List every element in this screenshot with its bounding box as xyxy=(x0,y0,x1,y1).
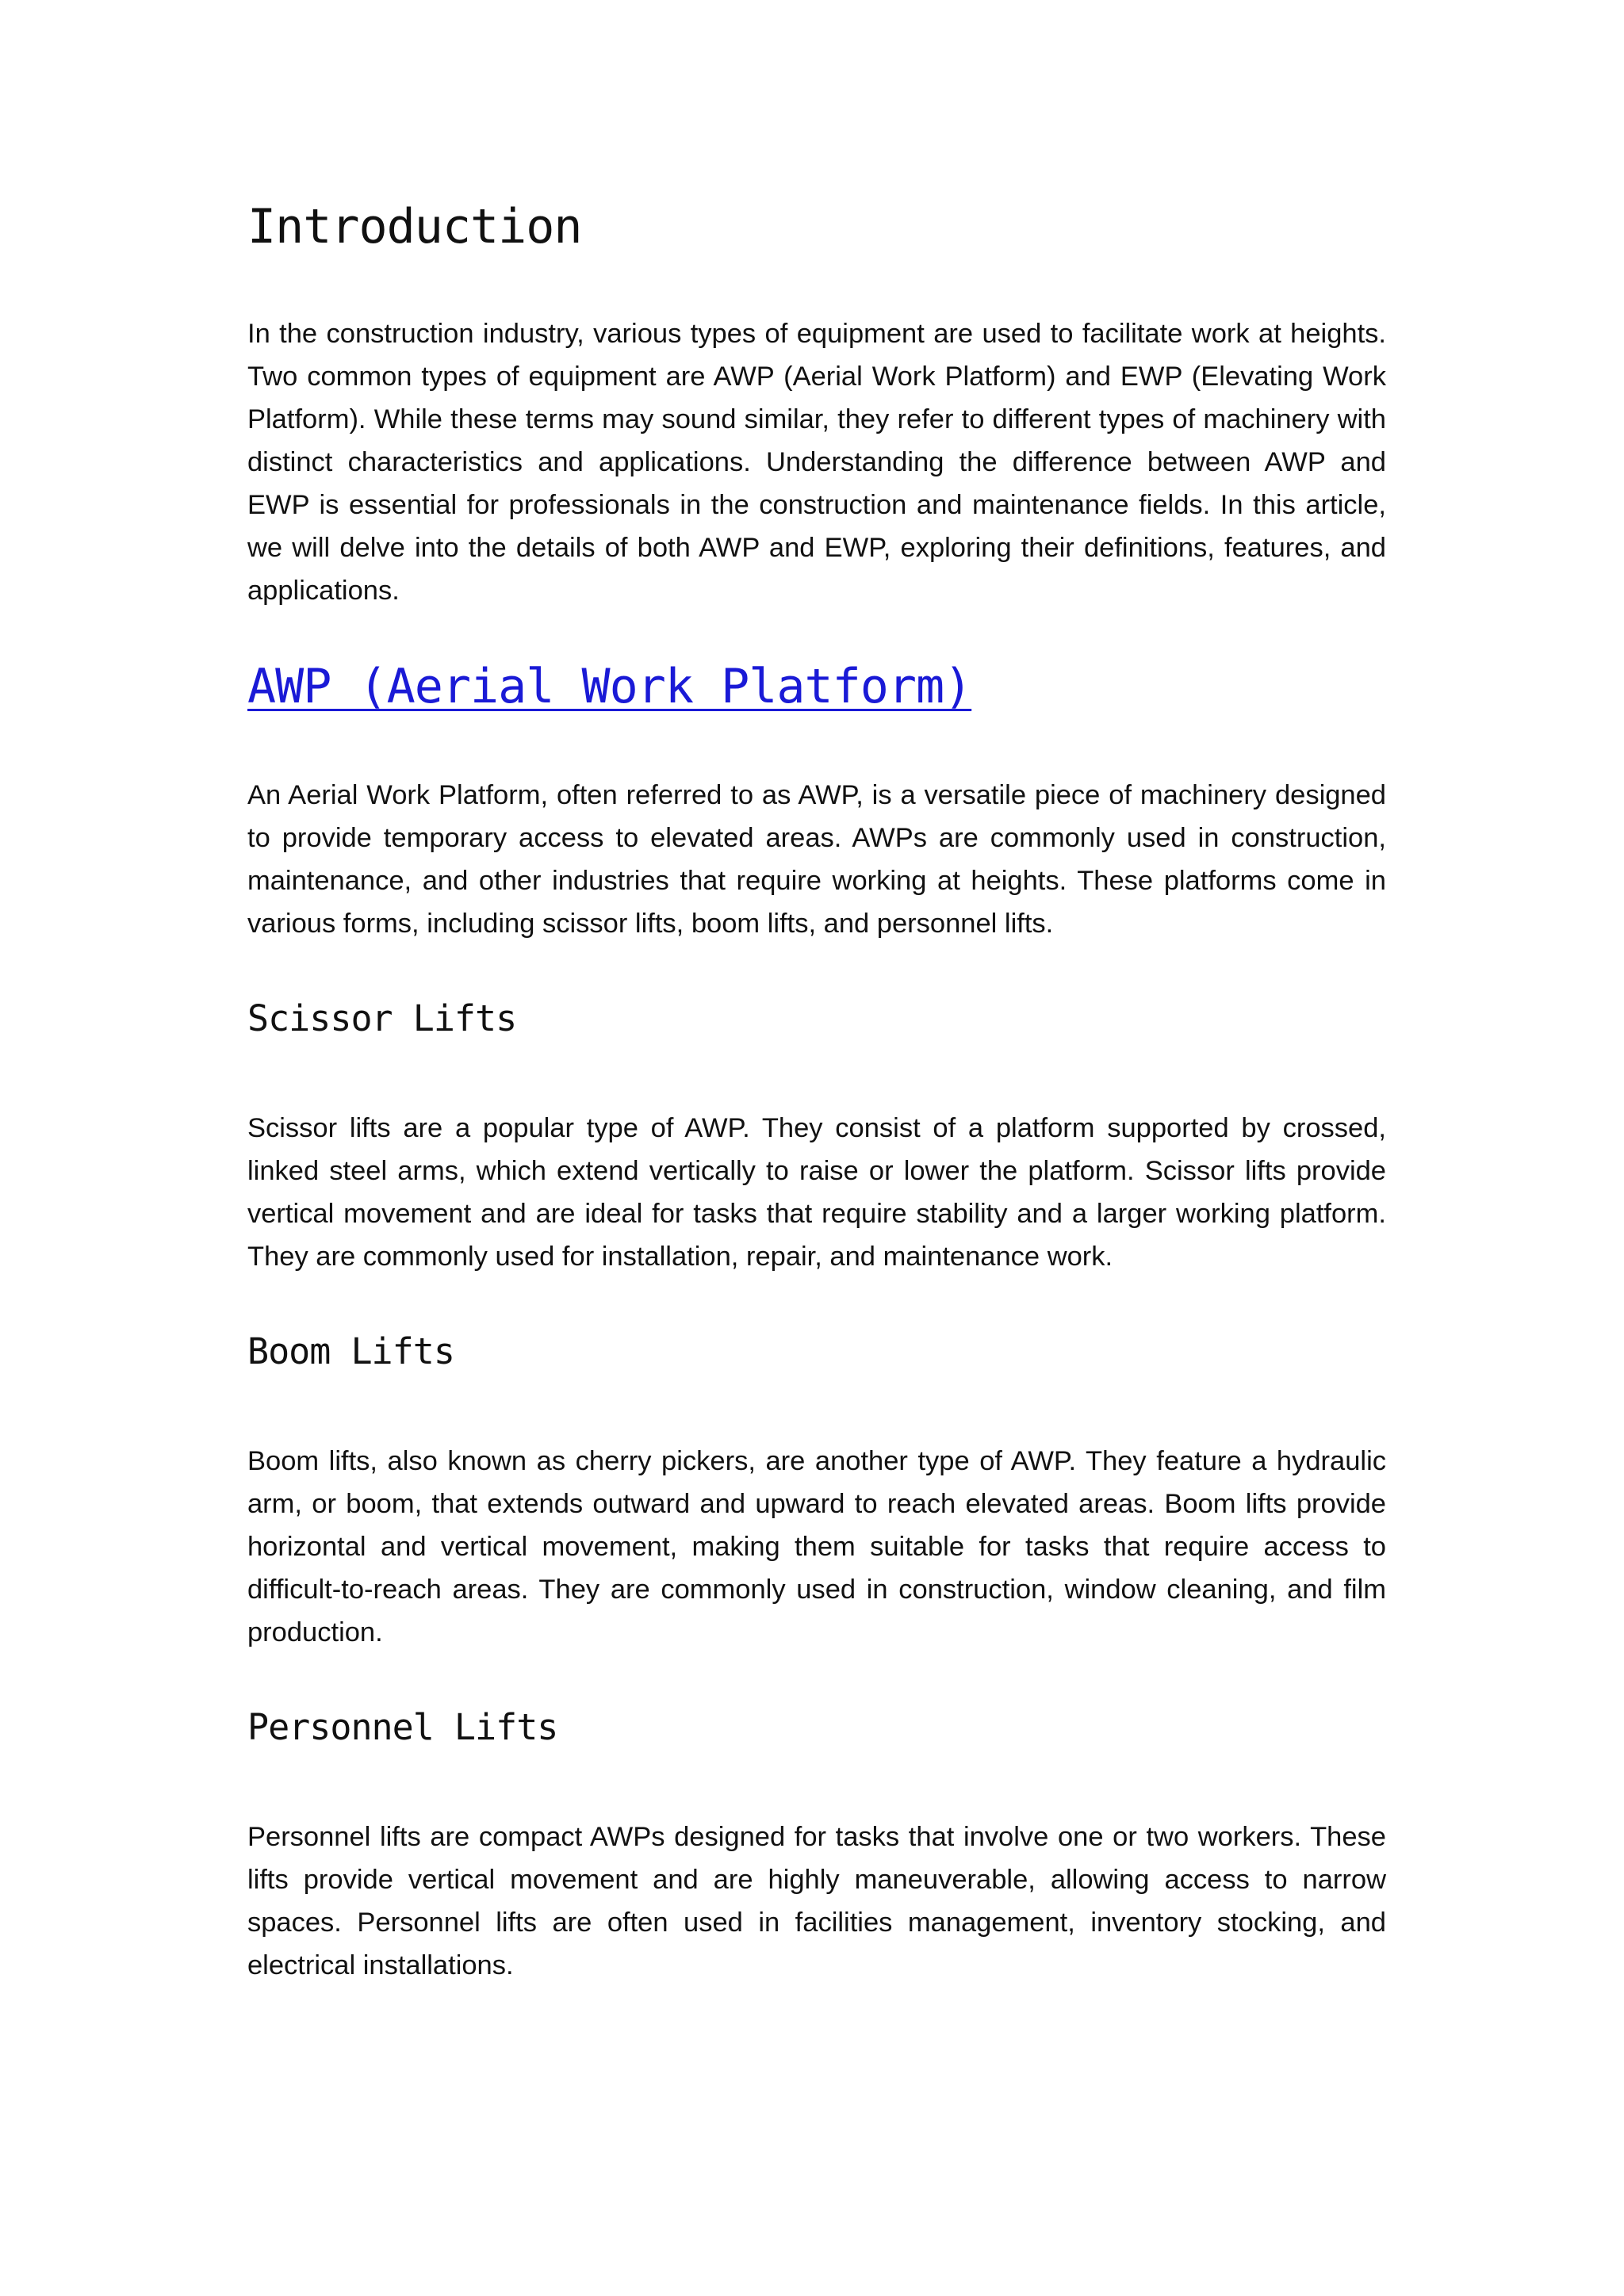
boom-lifts-paragraph: Boom lifts, also known as cherry pickers, are another type of AWP. They feature a hydraulic arm, or boom, that extends outward and upward to reach elevated areas. Boom lifts provide horizontal and vertical movement, making them suitable for tasks that require access to difficult-to-reach areas. They are commonly used in construction, window cleaning, and film production. xyxy=(247,1446,1386,1647)
introduction-heading: Introduction xyxy=(247,199,582,254)
personnel-lifts-heading: Personnel Lifts xyxy=(247,1706,558,1748)
boom-lifts-heading: Boom Lifts xyxy=(247,1330,454,1372)
awp-paragraph: An Aerial Work Platform, often referred to as AWP, is a versatile piece of machinery designed to provide temporary access to elevated areas. AWPs are commonly used in construction, maintenance, and other industries that require working at heights. These platforms come in various forms, including scissor lifts, boom lifts, and personnel lifts. xyxy=(247,780,1386,939)
awp-heading-link[interactable]: AWP (Aerial Work Platform) xyxy=(247,659,972,714)
personnel-lifts-paragraph: Personnel lifts are compact AWPs designed for tasks that involve one or two workers. These lifts provide vertical movement and are highly maneuverable, allowing access to narrow spaces. Personnel lifts are often used in facilities management, inventory stocking, and electrical installations. xyxy=(247,1822,1386,1980)
scissor-lifts-paragraph: Scissor lifts are a popular type of AWP. They consist of a platform supported by crossed, linked steel arms, which extend vertically to raise or lower the platform. Scissor lifts provide vertical movement and are ideal for tasks that require stability and a larger working platform. They are commonly used for installation, repair, and maintenance work. xyxy=(247,1113,1386,1272)
article-content xyxy=(247,198,1386,1987)
scissor-lifts-heading: Scissor Lifts xyxy=(247,997,517,1039)
introduction-paragraph: In the construction industry, various types of equipment are used to facilitate work at heights. Two common types of equipment are AWP (Aerial Work Platform) and EWP (Elevating Work Platform). While these terms may sound similar, they refer to different types of machinery with distinct characteristics and applications. Understanding the difference between AWP and EWP is essential for professionals in the construction and maintenance fields. In this article, we will delve into the details of both AWP and EWP, exploring their definitions, features, and applications. xyxy=(247,319,1386,606)
